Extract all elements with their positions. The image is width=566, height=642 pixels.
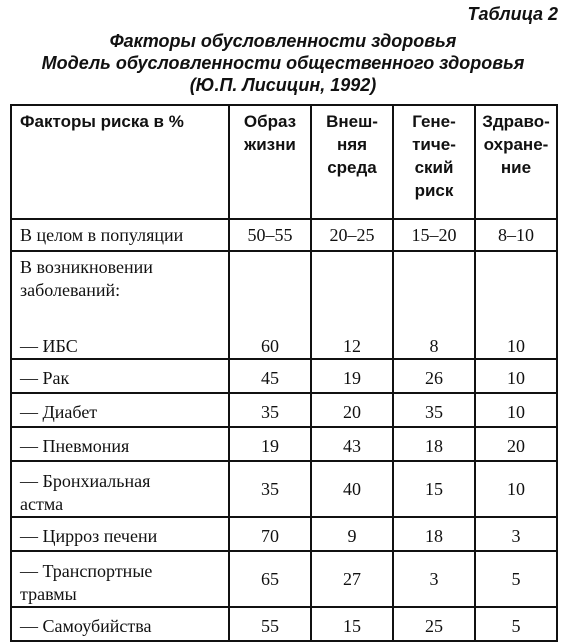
row-label: — Самоубийства [11, 607, 229, 641]
row-label: — Пневмония [11, 427, 229, 461]
row-label: — Транспортные травмы [11, 551, 229, 607]
row-label: — Рак [11, 359, 229, 393]
cell-lifestyle: 19 [229, 427, 311, 461]
cell-healthcare: 8–10 [475, 219, 557, 251]
source-citation: (Ю.П. Лисицин, 1992) [189, 75, 377, 95]
table-header-row [11, 105, 557, 219]
risk-factors-table [10, 104, 558, 642]
row-label: — ИБС [11, 328, 229, 359]
cell-lifestyle: 50–55 [229, 219, 311, 251]
cell-environment: 19 [311, 359, 393, 393]
cell-healthcare: 10 [475, 359, 557, 393]
cell-genetic: 15–20 [393, 219, 475, 251]
table-row [11, 551, 557, 607]
column-header-healthcare: Здраво- охране- ние [475, 105, 557, 219]
cell-healthcare: 10 [475, 461, 557, 517]
cell-environment: 43 [311, 427, 393, 461]
cell-healthcare: 10 [475, 328, 557, 359]
row-label: — Бронхиальная астма [11, 461, 229, 517]
column-header-environment: Внеш- няя среда [311, 105, 393, 219]
cell-genetic: 8 [393, 328, 475, 359]
row-label: В целом в популяции [11, 219, 229, 251]
cell-lifestyle: 55 [229, 607, 311, 641]
cell-environment: 20–25 [311, 219, 393, 251]
cell-genetic: 3 [393, 551, 475, 607]
table-row-population [11, 219, 557, 251]
cell-environment: 27 [311, 551, 393, 607]
cell-genetic: 18 [393, 517, 475, 551]
cell-lifestyle: 45 [229, 359, 311, 393]
column-header-genetic-risk: Гене- тиче- ский риск [393, 105, 475, 219]
cell-lifestyle: 70 [229, 517, 311, 551]
row-label: — Цирроз печени [11, 517, 229, 551]
column-header-risk-factors: Факторы риска в % [11, 105, 229, 219]
column-header-lifestyle: Образ жизни [229, 105, 311, 219]
cell-lifestyle: 35 [229, 461, 311, 517]
table-row [11, 461, 557, 517]
table-row [11, 427, 557, 461]
cell-genetic: 15 [393, 461, 475, 517]
cell-lifestyle: 60 [229, 328, 311, 359]
cell-environment: 12 [311, 328, 393, 359]
page-title: Факторы обусловленности здоровья [109, 31, 457, 51]
page-subtitle: Модель обусловленности общественного здоровья [41, 53, 525, 73]
table-row [11, 607, 557, 641]
table-row-diseases-intro [11, 251, 557, 328]
table-row [11, 359, 557, 393]
table-row [11, 517, 557, 551]
table-row [11, 393, 557, 427]
cell-environment: 15 [311, 607, 393, 641]
cell-genetic: 35 [393, 393, 475, 427]
cell-healthcare: 5 [475, 551, 557, 607]
cell-environment: 40 [311, 461, 393, 517]
table-caption: Таблица 2 [467, 4, 558, 24]
cell-genetic: 26 [393, 359, 475, 393]
cell-healthcare: 5 [475, 607, 557, 641]
row-label: — Диабет [11, 393, 229, 427]
cell-environment: 9 [311, 517, 393, 551]
cell-environment: 20 [311, 393, 393, 427]
cell-lifestyle: 65 [229, 551, 311, 607]
cell-lifestyle: 35 [229, 393, 311, 427]
row-label: В возникновении заболеваний: [11, 251, 229, 328]
cell-genetic: 25 [393, 607, 475, 641]
table-row [11, 328, 557, 359]
cell-healthcare: 20 [475, 427, 557, 461]
cell-healthcare: 10 [475, 393, 557, 427]
cell-genetic: 18 [393, 427, 475, 461]
cell-healthcare: 3 [475, 517, 557, 551]
